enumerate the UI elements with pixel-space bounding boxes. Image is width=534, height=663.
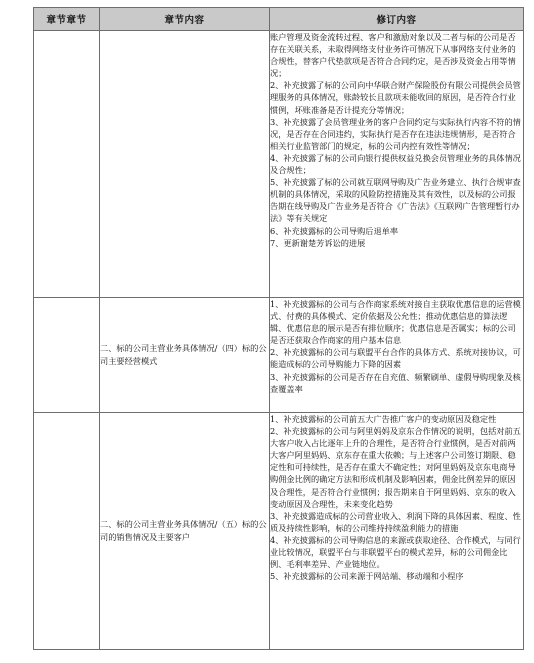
revision-cell bbox=[270, 413, 524, 650]
revision-item: 5、补充披露标的公司来源于网站端、移动端和小程序 bbox=[270, 571, 464, 582]
content-cell: 二、标的公司主营业务具体情况/（五）标的公司的销售情况及主要客户 bbox=[100, 413, 270, 650]
header-content: 章节内容 bbox=[100, 8, 270, 31]
table-header-row bbox=[34, 8, 524, 31]
revision-item: 2、补充披露标的公司与阿里妈妈及京东合作情况的说明，包括对前五大客户收入占比逐年上升的合理性，是否符合行业惯例，是否对前两大客户阿里妈妈、京东存在重大依赖；与上述客户公司签订期限、稳定性和可持续性，是否存在重大不确定性；对阿里妈妈及京东电商导购佣金比例的确定方法和形成机制及影响因素，佣金比例差异的原因及合理性，是否符合行业惯例；报告期来自于阿里妈妈、京东的收入变动原因及合理性，未来变化趋势 bbox=[270, 426, 521, 509]
revision-item: 3、补充披露造成标的公司营业收入、利润下降的具体因素、程度、性质及持续性影响，标的公司维持持续盈利能力的措施 bbox=[270, 510, 521, 533]
revision-item: 7、更新谢楚芳诉讼的进展 bbox=[270, 237, 366, 248]
revision-cell bbox=[270, 298, 524, 413]
table-row bbox=[34, 298, 524, 413]
table-row bbox=[34, 413, 524, 650]
revision-item: 6、补充披露标的公司导购后退单率 bbox=[270, 225, 399, 236]
content-cell: 二、标的公司主营业务具体情况/（四）标的公司主要经营模式 bbox=[100, 298, 270, 413]
revision-item: 5、补充披露了标的公司就互联网导购及广告业务建立、执行合规审查机制的具体情况，采取的风险防控措施及其有效性，以及标的公司报告期在线导购及广告业务是否符合《广告法》《互联网广告管理暂行办法》等有关规定 bbox=[270, 177, 521, 224]
revision-item: 3、补充披露标的公司是否存在自充值、频繁刷单、虚假导购现象及核查覆盖率 bbox=[270, 371, 521, 394]
chapter-cell bbox=[34, 413, 100, 650]
content-cell bbox=[100, 31, 270, 298]
chapter-cell bbox=[34, 298, 100, 413]
revision-table bbox=[33, 7, 524, 650]
revision-item: 账户管理及资金流转过程、客户和激励对象以及二者与标的公司是否存在关联关系，未取得网络支付业务许可情况下从事网络支付业务的合规性，替客户代垫款项是否符合合同约定，是否涉及资金占用等情况； bbox=[270, 32, 516, 79]
header-chapter: 章节章节 bbox=[34, 8, 100, 31]
header-revision: 修订内容 bbox=[270, 8, 524, 31]
revision-item: 1、补充披露标的公司前五大广告推广客户的变动原因及稳定性 bbox=[270, 414, 497, 424]
revision-item: 4、补充披露标的公司导购信息的来源或获取途径、合作模式，与同行业比较情况，联盟平台与非联盟平台的模式差异，标的公司佣金比例、毛利率差异、产业链地位。 bbox=[270, 534, 521, 570]
revision-item: 3、补充披露了会员管理业务的客户合同约定与实际执行内容不符的情况，是否存在合同违约，实际执行是否存在违法违规情形，是否符合相关行业监管部门的规定，标的公司内控有效性等情况； bbox=[270, 116, 521, 151]
revision-item: 1、补充披露标的公司与合作商家系统对接自主获取优惠信息的运营模式、付费的具体模式、定价依据及公允性；推动优惠信息的算法逻辑、优惠信息的展示是否有排位顺序；优惠信息是否属实；标的公司是否还获取合作商家的用户基本信息 bbox=[270, 299, 521, 346]
table-row bbox=[34, 31, 524, 298]
revision-item: 2、补充披露标的公司与联盟平台合作的具体方式、系统对接协议，可能造成标的公司导购能力下降的因素 bbox=[270, 347, 521, 370]
revision-item: 4、补充披露了标的公司向银行提供权益兑换会员管理业务的具体情况及合规性； bbox=[270, 152, 521, 176]
revision-cell bbox=[270, 31, 524, 298]
chapter-cell bbox=[34, 31, 100, 298]
revision-item: 2、补充披露了标的公司向中华联合财产保险股份有限公司提供会员管理服务的具体情况，账龄较长且款项未能收回的原因，是否符合行业惯例，坏账准备是否计提充分等情况； bbox=[270, 80, 521, 115]
